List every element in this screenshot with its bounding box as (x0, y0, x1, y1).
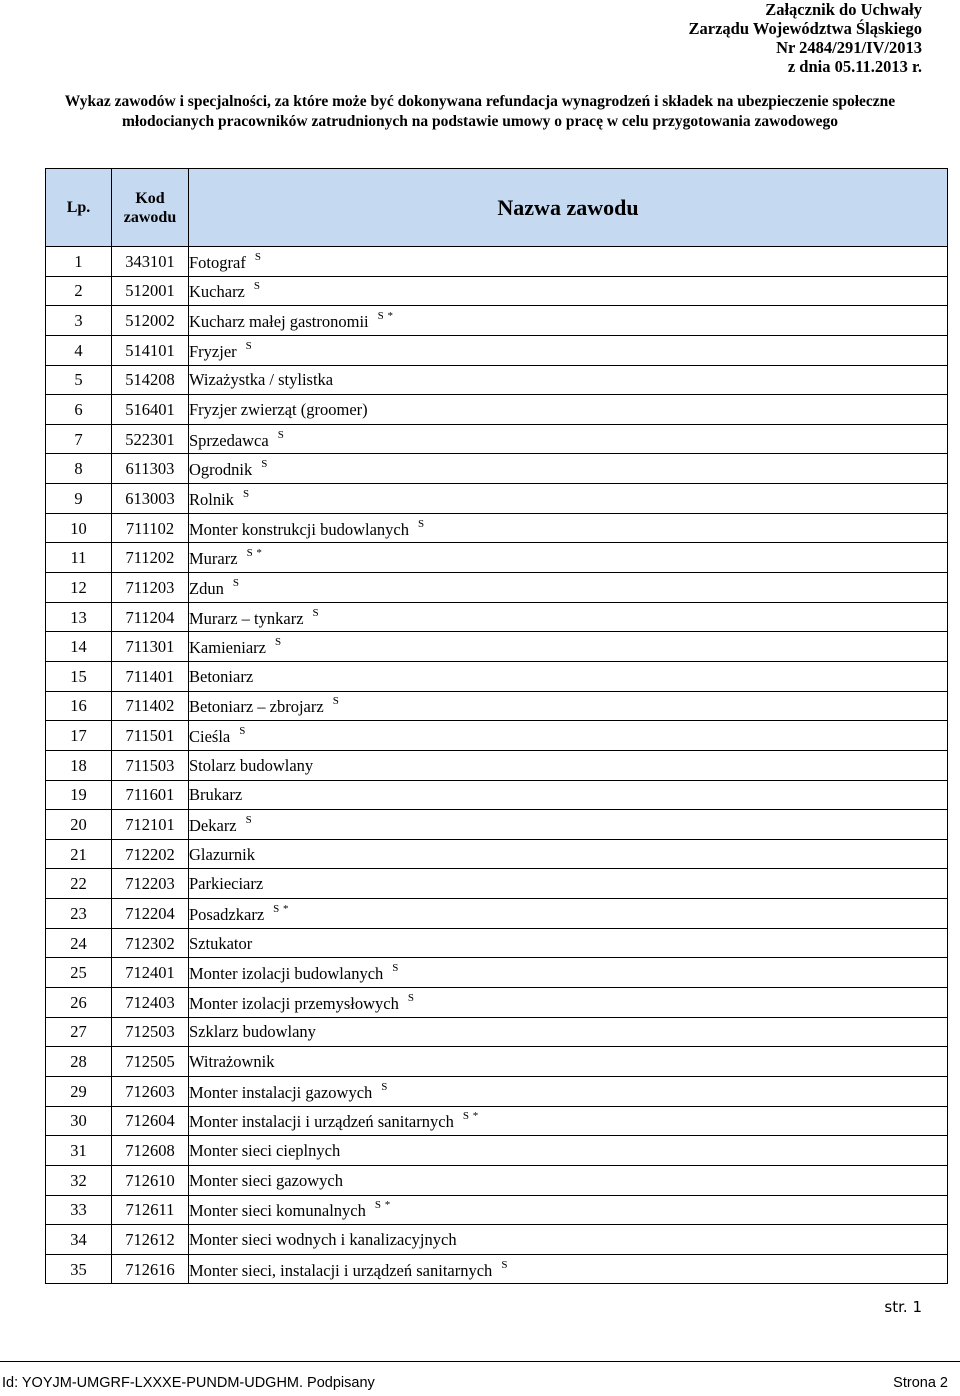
table-row (46, 395, 948, 425)
occupation-name: Monter sieci gazowych (189, 1170, 343, 1190)
occupation-name: Zdun (189, 578, 224, 598)
occupation-mark: S (274, 636, 282, 649)
occupation-mark: S (501, 1258, 508, 1271)
table-row (46, 869, 948, 899)
cell-kod: 711102 (112, 513, 189, 543)
table-row (46, 810, 948, 840)
cell-lp: 29 (46, 1076, 112, 1106)
table-row (46, 424, 948, 454)
cell-kod: 711202 (112, 543, 189, 573)
cell-kod: 712403 (112, 988, 189, 1018)
occupation-mark: S (253, 280, 261, 293)
cell-kod: 711301 (112, 632, 189, 662)
column-header-kod-line-1: Kod (135, 189, 165, 207)
cell-name (189, 1076, 948, 1106)
cell-lp: 8 (46, 454, 112, 484)
table-row (46, 988, 948, 1018)
cell-lp: 3 (46, 306, 112, 336)
occupation-name: Monter sieci wodnych i kanalizacyjnych (189, 1229, 457, 1249)
occupation-name: Fotograf (189, 252, 246, 272)
table-row (46, 839, 948, 869)
cell-lp: 25 (46, 958, 112, 988)
cell-name (189, 1017, 948, 1047)
table-row (46, 365, 948, 395)
cell-kod: 712604 (112, 1106, 189, 1136)
table-row (46, 454, 948, 484)
cell-kod: 613003 (112, 484, 189, 514)
occupations-table (45, 168, 948, 1284)
cell-lp: 31 (46, 1136, 112, 1166)
occupation-name: Monter konstrukcji budowlanych (189, 519, 409, 539)
document-title: Wykaz zawodów i specjalności, za które może być dokonywana refundacja wynagrodzeń i składek na ubezpieczenie społeczne młodocianych pracowników zatrudnionych na podstawie umowy o pracę w celu przygotowania zawodowego (64, 93, 896, 130)
cell-name (189, 573, 948, 603)
table-row (46, 661, 948, 691)
cell-kod: 512001 (112, 276, 189, 306)
cell-kod: 712302 (112, 928, 189, 958)
footer-divider (0, 1361, 960, 1362)
occupation-name: Murarz – tynkarz (189, 608, 304, 628)
cell-name (189, 454, 948, 484)
cell-name (189, 780, 948, 810)
cell-kod: 712204 (112, 899, 189, 929)
table-row (46, 632, 948, 662)
table-row (46, 602, 948, 632)
cell-kod: 712610 (112, 1165, 189, 1195)
occupation-name: Szklarz budowlany (189, 1022, 316, 1042)
occupation-name: Glazurnik (189, 844, 255, 864)
cell-kod: 516401 (112, 395, 189, 425)
occupation-name: Rolnik (189, 489, 234, 509)
occupation-mark: S (232, 576, 240, 589)
attachment-line-2: Zarządu Województwa Śląskiego (688, 19, 922, 38)
table-row (46, 513, 948, 543)
cell-lp: 18 (46, 750, 112, 780)
cell-kod: 712505 (112, 1047, 189, 1077)
cell-lp: 24 (46, 928, 112, 958)
cell-lp: 28 (46, 1047, 112, 1077)
column-header-kod-line-2: zawodu (123, 208, 177, 226)
cell-name (189, 365, 948, 395)
occupation-mark: S (245, 339, 253, 352)
occupation-name: Fryzjer (189, 341, 237, 361)
page-label: str. 1 (884, 1298, 922, 1316)
occupation-name: Monter instalacji i urządzeń sanitarnych (189, 1112, 454, 1132)
occupation-mark: S (381, 1080, 388, 1093)
cell-kod: 711601 (112, 780, 189, 810)
cell-name (189, 306, 948, 336)
cell-lp: 33 (46, 1195, 112, 1225)
occupation-mark: S * (374, 1199, 391, 1212)
cell-lp: 11 (46, 543, 112, 573)
cell-name (189, 1254, 948, 1284)
cell-lp: 19 (46, 780, 112, 810)
cell-kod: 514208 (112, 365, 189, 395)
cell-name (189, 513, 948, 543)
cell-name (189, 899, 948, 929)
cell-kod: 712101 (112, 810, 189, 840)
table-row (46, 928, 948, 958)
occupation-name: Dekarz (189, 815, 237, 835)
occupation-name: Monter izolacji przemysłowych (189, 993, 399, 1013)
occupation-name: Brukarz (189, 785, 243, 805)
column-header-kod (112, 169, 189, 247)
attachment-line-3: Nr 2484/291/IV/2013 (776, 38, 922, 57)
occupation-name: Posadzkarz (189, 904, 265, 924)
occupation-name: Monter sieci komunalnych (189, 1201, 366, 1221)
occupation-mark: S (312, 606, 320, 619)
table-row (46, 276, 948, 306)
cell-lp: 21 (46, 839, 112, 869)
cell-kod: 711203 (112, 573, 189, 603)
occupation-name: Kamieniarz (189, 638, 266, 658)
occupation-name: Wizażystka / stylistka (189, 370, 334, 390)
cell-kod: 712202 (112, 839, 189, 869)
cell-name (189, 988, 948, 1018)
cell-lp: 2 (46, 276, 112, 306)
occupation-name: Kucharz (189, 282, 245, 302)
table-row (46, 1106, 948, 1136)
table-row (46, 573, 948, 603)
cell-lp: 26 (46, 988, 112, 1018)
table-row (46, 306, 948, 336)
occupation-name: Cieśla (189, 727, 231, 747)
table-row (46, 899, 948, 929)
table-row (46, 1165, 948, 1195)
cell-lp: 16 (46, 691, 112, 721)
cell-lp: 10 (46, 513, 112, 543)
cell-lp: 6 (46, 395, 112, 425)
cell-name (189, 1195, 948, 1225)
cell-kod: 512002 (112, 306, 189, 336)
cell-lp: 13 (46, 602, 112, 632)
cell-lp: 20 (46, 810, 112, 840)
occupation-mark: S (254, 250, 262, 263)
table-row (46, 484, 948, 514)
table-row (46, 1076, 948, 1106)
occupation-mark: S (277, 428, 285, 441)
cell-lp: 15 (46, 661, 112, 691)
cell-name (189, 602, 948, 632)
occupation-name: Ogrodnik (189, 460, 253, 480)
cell-kod: 712612 (112, 1225, 189, 1255)
column-header-name: Nazwa zawodu (189, 169, 948, 247)
occupation-mark: S (239, 725, 246, 738)
cell-lp: 34 (46, 1225, 112, 1255)
occupation-name: Sprzedawca (189, 430, 269, 450)
occupation-name: Witrażownik (189, 1052, 275, 1072)
table-row (46, 750, 948, 780)
cell-lp: 12 (46, 573, 112, 603)
occupation-mark: S (261, 458, 268, 471)
cell-kod: 711204 (112, 602, 189, 632)
table-row (46, 721, 948, 751)
occupation-name: Stolarz budowlany (189, 755, 314, 775)
cell-name (189, 691, 948, 721)
occupation-name: Monter sieci, instalacji i urządzeń sanitarnych (189, 1260, 493, 1280)
cell-name (189, 1047, 948, 1077)
cell-lp: 27 (46, 1017, 112, 1047)
cell-lp: 17 (46, 721, 112, 751)
occupation-name: Murarz (189, 549, 238, 569)
occupation-mark: S (392, 962, 399, 975)
cell-lp: 7 (46, 424, 112, 454)
cell-lp: 32 (46, 1165, 112, 1195)
cell-name (189, 928, 948, 958)
cell-kod: 712203 (112, 869, 189, 899)
cell-lp: 22 (46, 869, 112, 899)
table-row (46, 1017, 948, 1047)
attachment-header (689, 0, 922, 76)
cell-name (189, 1225, 948, 1255)
footer-document-id: Id: YOYJM-UMGRF-LXXXE-PUNDM-UDGHM. Podpisany (2, 1375, 375, 1391)
cell-name (189, 721, 948, 751)
table-row (46, 1136, 948, 1166)
cell-lp: 5 (46, 365, 112, 395)
occupation-mark: S (242, 487, 250, 500)
occupation-mark: S (407, 991, 415, 1004)
occupation-name: Betoniarz (189, 666, 254, 686)
cell-kod: 711501 (112, 721, 189, 751)
cell-kod: 711503 (112, 750, 189, 780)
cell-lp: 35 (46, 1254, 112, 1284)
footer-page-number: Strona 2 (893, 1375, 948, 1391)
occupation-mark: S (245, 813, 253, 826)
cell-kod: 712608 (112, 1136, 189, 1166)
occupation-name: Parkieciarz (189, 874, 264, 894)
table-header-row (46, 169, 948, 247)
cell-lp: 23 (46, 899, 112, 929)
cell-name (189, 543, 948, 573)
cell-name (189, 869, 948, 899)
occupation-name: Monter izolacji budowlanych (189, 964, 384, 984)
cell-lp: 4 (46, 335, 112, 365)
occupation-mark: S * (273, 902, 290, 915)
cell-name (189, 1136, 948, 1166)
cell-kod: 514101 (112, 335, 189, 365)
occupation-name: Monter sieci cieplnych (189, 1141, 341, 1161)
cell-kod: 712603 (112, 1076, 189, 1106)
table-row (46, 1047, 948, 1077)
cell-name (189, 750, 948, 780)
cell-name (189, 484, 948, 514)
table-row (46, 691, 948, 721)
occupation-name: Sztukator (189, 933, 253, 953)
attachment-line-1: Załącznik do Uchwały (765, 0, 922, 19)
occupation-mark: S (332, 695, 340, 708)
attachment-line-4: z dnia 05.11.2013 r. (787, 57, 922, 76)
occupation-mark: S * (246, 547, 263, 560)
cell-kod: 712503 (112, 1017, 189, 1047)
cell-lp: 30 (46, 1106, 112, 1136)
occupation-name: Fryzjer zwierząt (groomer) (189, 400, 368, 420)
cell-name (189, 335, 948, 365)
cell-name (189, 810, 948, 840)
cell-name (189, 1106, 948, 1136)
table-row (46, 958, 948, 988)
cell-kod: 343101 (112, 247, 189, 277)
cell-kod: 611303 (112, 454, 189, 484)
cell-lp: 9 (46, 484, 112, 514)
cell-name (189, 661, 948, 691)
cell-kod: 711401 (112, 661, 189, 691)
cell-kod: 522301 (112, 424, 189, 454)
occupation-name: Kucharz małej gastronomii (189, 312, 369, 332)
cell-lp: 14 (46, 632, 112, 662)
cell-kod: 712401 (112, 958, 189, 988)
cell-name (189, 632, 948, 662)
occupation-mark: S * (377, 310, 394, 323)
table-row (46, 1195, 948, 1225)
cell-name (189, 1165, 948, 1195)
table-row (46, 1254, 948, 1284)
column-header-lp: Lp. (46, 169, 112, 247)
cell-lp: 1 (46, 247, 112, 277)
cell-kod: 712616 (112, 1254, 189, 1284)
table-row (46, 335, 948, 365)
cell-name (189, 424, 948, 454)
table-row (46, 543, 948, 573)
table-row (46, 247, 948, 277)
occupation-mark: S (417, 517, 425, 530)
table-body (46, 247, 948, 1284)
cell-kod: 712611 (112, 1195, 189, 1225)
table-row (46, 780, 948, 810)
occupation-mark: S * (462, 1110, 479, 1123)
cell-name (189, 958, 948, 988)
cell-kod: 711402 (112, 691, 189, 721)
cell-name (189, 395, 948, 425)
cell-name (189, 839, 948, 869)
table-row (46, 1225, 948, 1255)
cell-name (189, 247, 948, 277)
occupation-name: Betoniarz – zbrojarz (189, 697, 324, 717)
occupation-name: Monter instalacji gazowych (189, 1082, 373, 1102)
cell-name (189, 276, 948, 306)
